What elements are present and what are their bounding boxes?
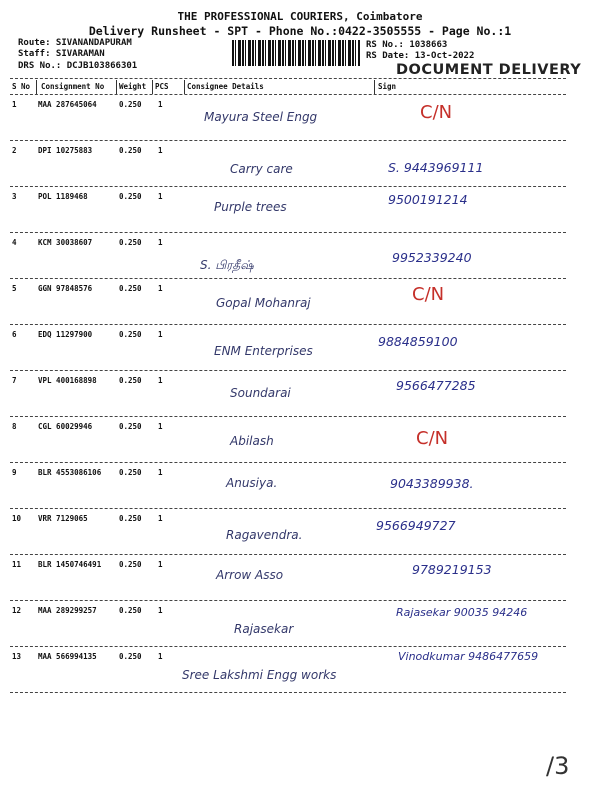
row-consignee-handwriting: S. பிரதீஷ் [200,258,254,272]
company-title: THE PROFESSIONAL COURIERS, Coimbatore [177,10,423,23]
row-consignment-no: VPL 400168898 [38,376,97,385]
document-delivery-stamp: DOCUMENT DELIVERY [396,62,582,78]
row-consignee-handwriting: Purple trees [214,200,287,214]
row-consignment-no: MAA 566994135 [38,652,97,661]
row-divider [10,692,566,693]
row-signature: S. 9443969111 [388,160,484,175]
row-sno: 11 [12,560,22,569]
col-divider [152,80,153,94]
row-divider [10,140,566,141]
col-divider [116,80,117,94]
row-consignment-no: MAA 287645064 [38,100,97,109]
row-sno: 9 [12,468,17,477]
row-sno: 13 [12,652,22,661]
row-weight: 0.250 [119,606,142,615]
row-pcs: 1 [158,284,163,293]
row-pcs: 1 [158,238,163,247]
row-pcs: 1 [158,330,163,339]
row-signature: 9500191214 [388,192,468,207]
col-divider [184,80,185,94]
row-signature: C/N [412,284,445,305]
row-consignment-no: BLR 4553086106 [38,468,102,477]
rs-number: RS No.: 1038663 [366,40,448,50]
row-signature: Vinodkumar 9486477659 [398,650,539,663]
barcode [232,40,360,66]
col-header-weight: Weight [119,82,147,91]
row-divider [10,278,566,279]
col-header-pcs: PCS [155,82,169,91]
row-weight: 0.250 [119,468,142,477]
col-divider [374,80,375,94]
row-consignment-no: VRR 7129065 [38,514,88,523]
row-divider [10,554,566,555]
col-header-consignment: Consignment No [41,82,105,91]
row-signature: 9789219153 [412,562,492,577]
page-mark: /3 [546,752,570,780]
row-weight: 0.250 [119,422,142,431]
row-weight: 0.250 [119,514,142,523]
row-weight: 0.250 [119,100,142,109]
row-signature: 9043389938. [390,476,474,491]
row-divider [10,370,566,371]
row-divider [10,462,566,463]
row-consignee-handwriting: ENM Enterprises [214,344,313,358]
row-consignment-no: POL 1189468 [38,192,88,201]
row-weight: 0.250 [119,146,142,155]
row-signature: 9566477285 [396,378,476,393]
row-consignment-no: DPI 10275883 [38,146,93,155]
runsheet-subtitle: Delivery Runsheet - SPT - Phone No.:0422-3505555 - Page No.:1 [88,24,512,38]
col-header-signature: Sign [378,82,397,91]
row-sno: 3 [12,192,17,201]
row-signature: Rajasekar 90035 94246 [396,606,528,619]
row-weight: 0.250 [119,238,142,247]
row-pcs: 1 [158,652,163,661]
row-pcs: 1 [158,376,163,385]
row-sno: 5 [12,284,17,293]
row-signature: C/N [420,102,453,123]
route-label: Route: SIVANANDAPURAM [18,38,132,48]
table-top-rule [10,78,566,79]
row-weight: 0.250 [119,376,142,385]
drs-number: DRS No.: DCJB103866301 [18,61,138,71]
rs-date: RS Date: 13-Oct-2022 [366,51,475,61]
row-divider [10,416,566,417]
row-divider [10,600,566,601]
row-divider [10,646,566,647]
row-consignee-handwriting: Sree Lakshmi Engg works [182,668,337,682]
row-divider [10,324,566,325]
row-divider [10,232,566,233]
row-pcs: 1 [158,192,163,201]
staff-label: Staff: SIVARAMAN [18,49,105,59]
row-pcs: 1 [158,514,163,523]
row-consignment-no: EDQ 11297900 [38,330,93,339]
row-weight: 0.250 [119,284,142,293]
row-weight: 0.250 [119,192,142,201]
row-consignment-no: KCM 30038607 [38,238,93,247]
col-header-consignee: Consignee Details [187,82,264,91]
row-consignment-no: MAA 289299257 [38,606,97,615]
row-consignee-handwriting: Anusiya. [226,476,278,490]
row-consignee-handwriting: Abilash [230,434,274,448]
row-weight: 0.250 [119,330,142,339]
row-signature: C/N [416,428,449,449]
row-sno: 1 [12,100,17,109]
row-pcs: 1 [158,146,163,155]
row-sno: 10 [12,514,22,523]
row-signature: 9884859100 [378,334,458,349]
row-consignee-handwriting: Rajasekar [234,622,294,636]
row-consignee-handwriting: Soundarai [230,386,291,400]
row-weight: 0.250 [119,560,142,569]
row-sno: 8 [12,422,17,431]
header-bottom-rule [10,94,566,95]
row-pcs: 1 [158,422,163,431]
row-consignment-no: CGL 60029946 [38,422,93,431]
row-consignment-no: BLR 1450746491 [38,560,102,569]
row-consignee-handwriting: Carry care [230,162,293,176]
col-divider [36,80,37,94]
row-sno: 4 [12,238,17,247]
row-divider [10,508,566,509]
row-consignee-handwriting: Ragavendra. [226,528,303,542]
row-consignee-handwriting: Mayura Steel Engg [204,110,318,124]
row-sno: 2 [12,146,17,155]
row-pcs: 1 [158,606,163,615]
row-consignee-handwriting: Arrow Asso [216,568,284,582]
row-divider [10,186,566,187]
row-consignee-handwriting: Gopal Mohanraj [216,296,311,310]
row-pcs: 1 [158,468,163,477]
row-signature: 9566949727 [376,518,456,533]
row-sno: 6 [12,330,17,339]
row-weight: 0.250 [119,652,142,661]
row-sno: 12 [12,606,22,615]
col-header-sno: S No [12,82,31,91]
row-pcs: 1 [158,560,163,569]
row-pcs: 1 [158,100,163,109]
row-sno: 7 [12,376,17,385]
row-consignment-no: GGN 97848576 [38,284,93,293]
row-signature: 9952339240 [392,250,472,265]
